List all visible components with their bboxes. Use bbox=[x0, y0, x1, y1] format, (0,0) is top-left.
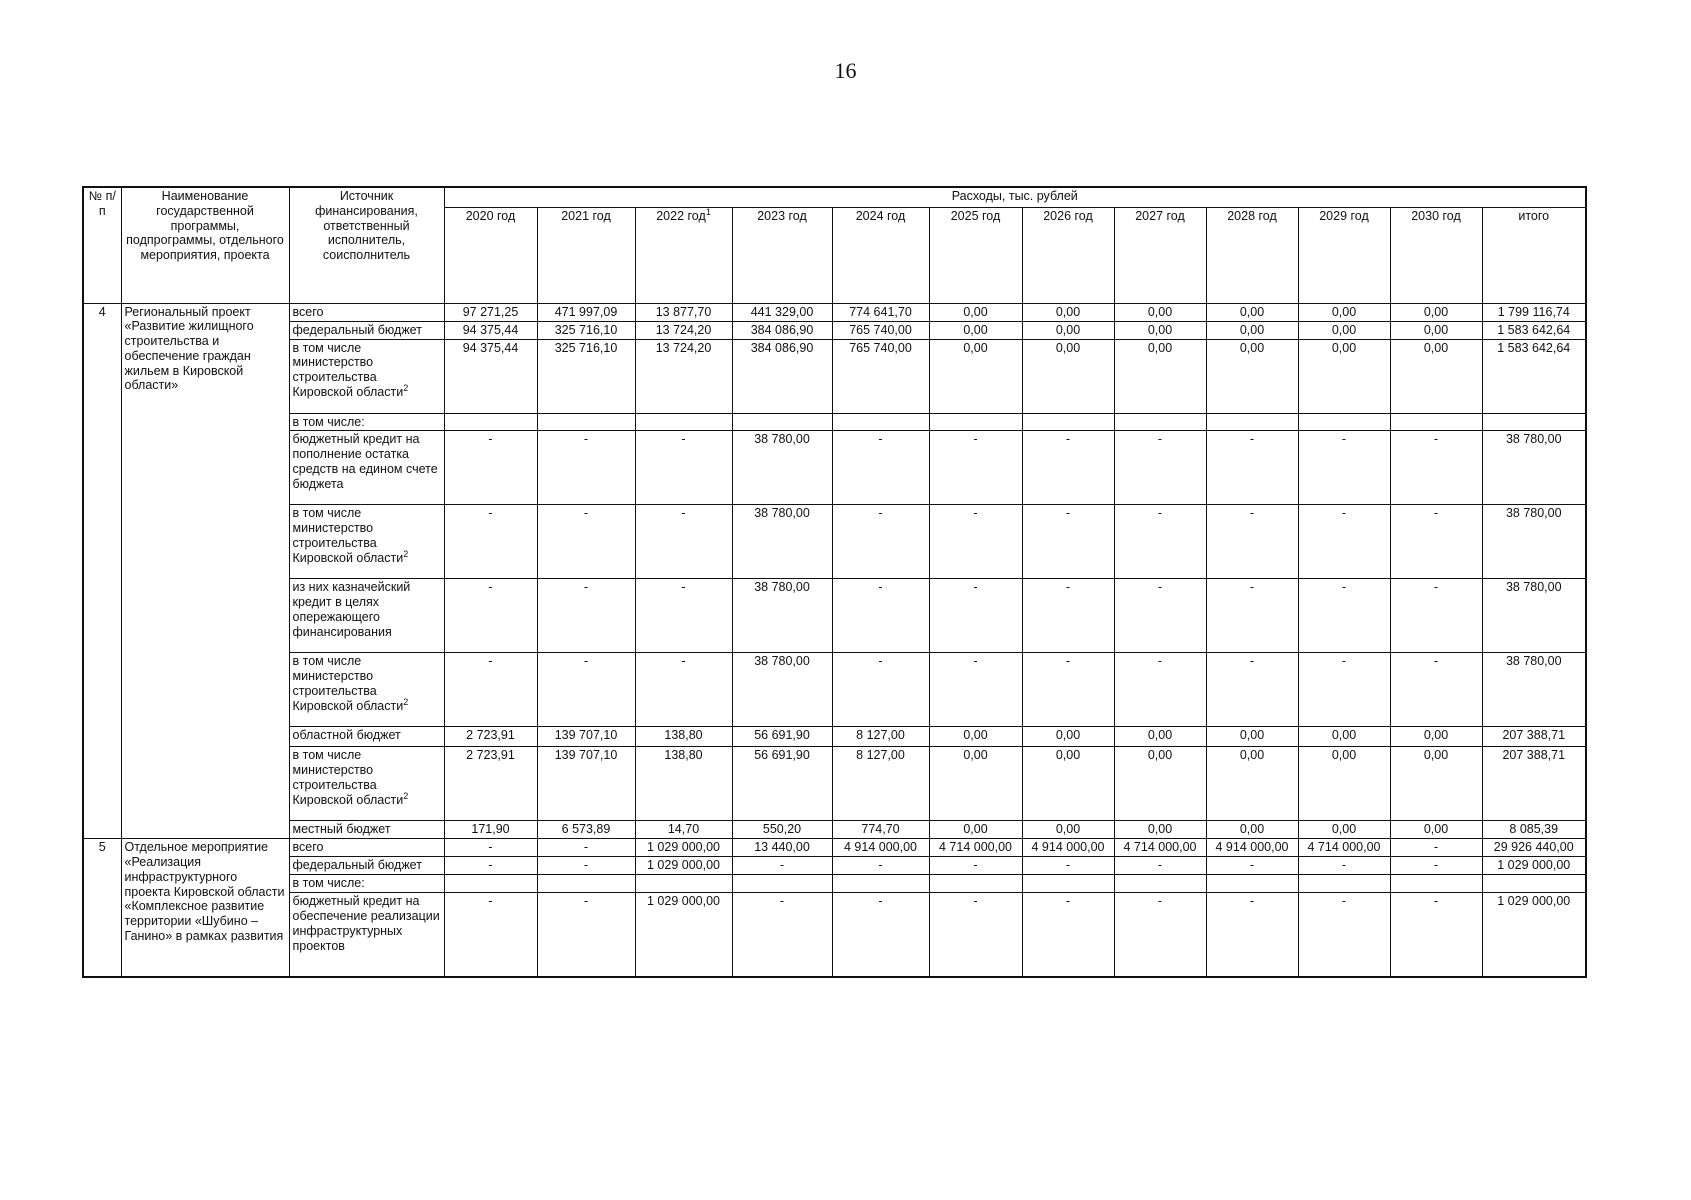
table-row bbox=[83, 747, 1586, 821]
table-row bbox=[83, 821, 1586, 839]
table-row bbox=[83, 303, 1586, 321]
amount-cell: - bbox=[1390, 893, 1482, 977]
project-number: 4 bbox=[83, 303, 121, 839]
amount-cell: 1 029 000,00 bbox=[635, 857, 732, 875]
amount-cell: - bbox=[444, 857, 537, 875]
total-cell: 29 926 440,00 bbox=[1482, 839, 1586, 857]
amount-cell: - bbox=[1390, 505, 1482, 579]
amount-cell: - bbox=[444, 579, 537, 653]
amount-cell: - bbox=[1114, 857, 1206, 875]
amount-cell: 0,00 bbox=[1298, 821, 1390, 839]
amount-cell: 94 375,44 bbox=[444, 339, 537, 413]
table-row bbox=[83, 875, 1586, 893]
amount-cell: 0,00 bbox=[1390, 303, 1482, 321]
funding-source: в том числе министерство строительства Кировской области$^2$ bbox=[289, 339, 444, 413]
amount-cell: - bbox=[635, 653, 732, 727]
funding-source: в том числе: bbox=[289, 875, 444, 893]
total-cell: 38 780,00 bbox=[1482, 653, 1586, 727]
amount-cell: 0,00 bbox=[1022, 747, 1114, 821]
amount-cell: - bbox=[1114, 653, 1206, 727]
funding-source: местный бюджет bbox=[289, 821, 444, 839]
amount-cell: 8 127,00 bbox=[832, 747, 929, 821]
amount-cell: - bbox=[732, 857, 832, 875]
amount-cell: 0,00 bbox=[1114, 821, 1206, 839]
amount-cell: 0,00 bbox=[929, 821, 1022, 839]
amount-cell: 97 271,25 bbox=[444, 303, 537, 321]
amount-cell: 13 724,20 bbox=[635, 321, 732, 339]
amount-cell: - bbox=[1022, 505, 1114, 579]
amount-cell: 0,00 bbox=[1206, 821, 1298, 839]
total-cell bbox=[1482, 875, 1586, 893]
amount-cell: - bbox=[1390, 839, 1482, 857]
amount-cell: - bbox=[1390, 653, 1482, 727]
amount-cell: - bbox=[537, 505, 635, 579]
amount-cell: - bbox=[1390, 857, 1482, 875]
header-year: 2024 год bbox=[832, 207, 929, 303]
amount-cell: 325 716,10 bbox=[537, 321, 635, 339]
amount-cell: 0,00 bbox=[1114, 303, 1206, 321]
amount-cell: 38 780,00 bbox=[732, 579, 832, 653]
amount-cell bbox=[537, 875, 635, 893]
amount-cell: - bbox=[1114, 505, 1206, 579]
header-year: 2023 год bbox=[732, 207, 832, 303]
funding-source: федеральный бюджет bbox=[289, 321, 444, 339]
amount-cell: - bbox=[444, 893, 537, 977]
amount-cell: 0,00 bbox=[1390, 339, 1482, 413]
amount-cell: 0,00 bbox=[1206, 747, 1298, 821]
amount-cell: - bbox=[1022, 431, 1114, 505]
amount-cell: - bbox=[832, 579, 929, 653]
table-row bbox=[83, 727, 1586, 747]
amount-cell: 0,00 bbox=[1022, 339, 1114, 413]
amount-cell bbox=[929, 413, 1022, 431]
amount-cell: 13 724,20 bbox=[635, 339, 732, 413]
total-cell: 207 388,71 bbox=[1482, 727, 1586, 747]
amount-cell: - bbox=[1206, 653, 1298, 727]
amount-cell: - bbox=[635, 579, 732, 653]
amount-cell: 14,70 bbox=[635, 821, 732, 839]
amount-cell: 0,00 bbox=[1114, 321, 1206, 339]
amount-cell: - bbox=[537, 579, 635, 653]
amount-cell: 0,00 bbox=[1022, 821, 1114, 839]
amount-cell: - bbox=[1390, 579, 1482, 653]
amount-cell: 0,00 bbox=[1298, 747, 1390, 821]
amount-cell: - bbox=[1206, 579, 1298, 653]
funding-source: областной бюджет bbox=[289, 727, 444, 747]
amount-cell: 0,00 bbox=[1022, 727, 1114, 747]
amount-cell: - bbox=[1114, 579, 1206, 653]
amount-cell: - bbox=[444, 839, 537, 857]
amount-cell bbox=[732, 413, 832, 431]
table-row bbox=[83, 893, 1586, 977]
amount-cell: 6 573,89 bbox=[537, 821, 635, 839]
amount-cell: - bbox=[635, 505, 732, 579]
amount-cell: 441 329,00 bbox=[732, 303, 832, 321]
amount-cell: - bbox=[929, 857, 1022, 875]
amount-cell bbox=[732, 875, 832, 893]
amount-cell: 0,00 bbox=[1390, 821, 1482, 839]
amount-cell: - bbox=[1206, 505, 1298, 579]
amount-cell: - bbox=[635, 431, 732, 505]
amount-cell: - bbox=[537, 653, 635, 727]
amount-cell: - bbox=[1114, 893, 1206, 977]
project-name: Региональный проект «Развитие жилищного строительства и обеспечение граждан жильем в Кировской области» bbox=[121, 303, 289, 839]
amount-cell: 0,00 bbox=[1114, 747, 1206, 821]
amount-cell: - bbox=[832, 431, 929, 505]
header-year: 2021 год bbox=[537, 207, 635, 303]
total-cell: 38 780,00 bbox=[1482, 431, 1586, 505]
amount-cell: 13 440,00 bbox=[732, 839, 832, 857]
funding-source: из них казначейский кредит в целях опережающего финансирования bbox=[289, 579, 444, 653]
amount-cell: 0,00 bbox=[929, 339, 1022, 413]
amount-cell bbox=[929, 875, 1022, 893]
amount-cell: 0,00 bbox=[1298, 727, 1390, 747]
amount-cell: - bbox=[537, 857, 635, 875]
amount-cell: 384 086,90 bbox=[732, 339, 832, 413]
amount-cell bbox=[1114, 875, 1206, 893]
funding-source: в том числе: bbox=[289, 413, 444, 431]
header-no: № п/п bbox=[83, 187, 121, 303]
amount-cell: - bbox=[1114, 431, 1206, 505]
funding-source: всего bbox=[289, 839, 444, 857]
amount-cell: 8 127,00 bbox=[832, 727, 929, 747]
amount-cell: - bbox=[832, 505, 929, 579]
header-year: 2025 год bbox=[929, 207, 1022, 303]
total-cell: 38 780,00 bbox=[1482, 579, 1586, 653]
funding-source: бюджетный кредит на обеспечение реализации инфраструктурных проектов bbox=[289, 893, 444, 977]
amount-cell: 0,00 bbox=[1022, 303, 1114, 321]
project-number: 5 bbox=[83, 839, 121, 977]
amount-cell: - bbox=[929, 653, 1022, 727]
amount-cell bbox=[1298, 413, 1390, 431]
amount-cell: 765 740,00 bbox=[832, 339, 929, 413]
header-year: 2030 год bbox=[1390, 207, 1482, 303]
header-year: 2029 год bbox=[1298, 207, 1390, 303]
total-cell: 38 780,00 bbox=[1482, 505, 1586, 579]
funding-source: всего bbox=[289, 303, 444, 321]
amount-cell: - bbox=[1298, 579, 1390, 653]
table-row bbox=[83, 339, 1586, 413]
amount-cell: 139 707,10 bbox=[537, 747, 635, 821]
amount-cell bbox=[444, 413, 537, 431]
table-row bbox=[83, 653, 1586, 727]
amount-cell: 2 723,91 bbox=[444, 727, 537, 747]
amount-cell bbox=[444, 875, 537, 893]
total-cell bbox=[1482, 413, 1586, 431]
amount-cell: - bbox=[1206, 893, 1298, 977]
amount-cell: - bbox=[1022, 653, 1114, 727]
amount-cell: - bbox=[929, 431, 1022, 505]
total-cell: 1 583 642,64 bbox=[1482, 321, 1586, 339]
amount-cell: 0,00 bbox=[1298, 339, 1390, 413]
amount-cell: - bbox=[444, 505, 537, 579]
table-header bbox=[83, 187, 1586, 303]
amount-cell: 0,00 bbox=[1114, 727, 1206, 747]
amount-cell: 774,70 bbox=[832, 821, 929, 839]
header-year: 2020 год bbox=[444, 207, 537, 303]
amount-cell bbox=[832, 413, 929, 431]
amount-cell: 38 780,00 bbox=[732, 505, 832, 579]
table-row bbox=[83, 839, 1586, 857]
amount-cell: - bbox=[537, 839, 635, 857]
amount-cell: 0,00 bbox=[1298, 321, 1390, 339]
amount-cell: 384 086,90 bbox=[732, 321, 832, 339]
total-cell: 1 583 642,64 bbox=[1482, 339, 1586, 413]
amount-cell: - bbox=[1022, 893, 1114, 977]
total-cell: 1 029 000,00 bbox=[1482, 893, 1586, 977]
amount-cell: - bbox=[732, 893, 832, 977]
amount-cell: 4 714 000,00 bbox=[1114, 839, 1206, 857]
amount-cell: 0,00 bbox=[1206, 321, 1298, 339]
amount-cell: - bbox=[929, 505, 1022, 579]
amount-cell bbox=[1022, 875, 1114, 893]
budget-table bbox=[82, 186, 1587, 978]
amount-cell bbox=[1206, 875, 1298, 893]
amount-cell bbox=[635, 413, 732, 431]
project-name: Отдельное мероприятие «Реализация инфраструктурного проекта Кировской области «Комплексное развитие территории «Шубино – Ганино» в рамках развития bbox=[121, 839, 289, 977]
amount-cell: - bbox=[832, 893, 929, 977]
amount-cell: 4 914 000,00 bbox=[1022, 839, 1114, 857]
amount-cell: - bbox=[929, 893, 1022, 977]
amount-cell: 550,20 bbox=[732, 821, 832, 839]
page-number: 16 bbox=[834, 58, 857, 83]
amount-cell: - bbox=[1298, 653, 1390, 727]
amount-cell: 0,00 bbox=[929, 303, 1022, 321]
amount-cell: - bbox=[1298, 857, 1390, 875]
amount-cell: 325 716,10 bbox=[537, 339, 635, 413]
funding-source: в том числе министерство строительства Кировской области$^2$ bbox=[289, 653, 444, 727]
amount-cell bbox=[1114, 413, 1206, 431]
funding-source: в том числе министерство строительства Кировской области$^2$ bbox=[289, 747, 444, 821]
amount-cell: - bbox=[1298, 505, 1390, 579]
amount-cell: - bbox=[1206, 857, 1298, 875]
amount-cell: 138,80 bbox=[635, 727, 732, 747]
funding-source: в том числе министерство строительства Кировской области$^2$ bbox=[289, 505, 444, 579]
table-row bbox=[83, 505, 1586, 579]
amount-cell: 94 375,44 bbox=[444, 321, 537, 339]
header-source: Источник финансирования, ответственный исполнитель, соисполнитель bbox=[289, 187, 444, 303]
amount-cell: - bbox=[1298, 431, 1390, 505]
amount-cell: 0,00 bbox=[1298, 303, 1390, 321]
amount-cell bbox=[1206, 413, 1298, 431]
amount-cell: - bbox=[1298, 893, 1390, 977]
total-cell: 1 029 000,00 bbox=[1482, 857, 1586, 875]
amount-cell bbox=[832, 875, 929, 893]
amount-cell: 0,00 bbox=[1206, 727, 1298, 747]
amount-cell bbox=[1022, 413, 1114, 431]
amount-cell: 0,00 bbox=[929, 727, 1022, 747]
amount-cell: 0,00 bbox=[1206, 303, 1298, 321]
amount-cell: - bbox=[1022, 579, 1114, 653]
amount-cell: 0,00 bbox=[1022, 321, 1114, 339]
total-cell: 1 799 116,74 bbox=[1482, 303, 1586, 321]
amount-cell: 471 997,09 bbox=[537, 303, 635, 321]
header-year: 2027 год bbox=[1114, 207, 1206, 303]
amount-cell: - bbox=[832, 857, 929, 875]
amount-cell: 765 740,00 bbox=[832, 321, 929, 339]
amount-cell: 0,00 bbox=[1114, 339, 1206, 413]
amount-cell: 38 780,00 bbox=[732, 653, 832, 727]
amount-cell: 2 723,91 bbox=[444, 747, 537, 821]
amount-cell: - bbox=[444, 653, 537, 727]
table-row bbox=[83, 431, 1586, 505]
amount-cell: 0,00 bbox=[1390, 321, 1482, 339]
table-row bbox=[83, 321, 1586, 339]
amount-cell bbox=[1390, 875, 1482, 893]
amount-cell bbox=[635, 875, 732, 893]
amount-cell: - bbox=[1206, 431, 1298, 505]
amount-cell: 4 914 000,00 bbox=[832, 839, 929, 857]
amount-cell: 0,00 bbox=[929, 321, 1022, 339]
amount-cell: 1 029 000,00 bbox=[635, 839, 732, 857]
table-row bbox=[83, 857, 1586, 875]
total-cell: 207 388,71 bbox=[1482, 747, 1586, 821]
amount-cell: 138,80 bbox=[635, 747, 732, 821]
amount-cell bbox=[1298, 875, 1390, 893]
header-expenses: Расходы, тыс. рублей bbox=[444, 187, 1586, 207]
header-year: 2022 год$^1$ bbox=[635, 207, 732, 303]
header-year: 2026 год bbox=[1022, 207, 1114, 303]
amount-cell: 1 029 000,00 bbox=[635, 893, 732, 977]
amount-cell bbox=[537, 413, 635, 431]
amount-cell: 4 914 000,00 bbox=[1206, 839, 1298, 857]
amount-cell: 171,90 bbox=[444, 821, 537, 839]
funding-source: федеральный бюджет bbox=[289, 857, 444, 875]
total-cell: 8 085,39 bbox=[1482, 821, 1586, 839]
amount-cell: - bbox=[832, 653, 929, 727]
table-row bbox=[83, 579, 1586, 653]
amount-cell: 13 877,70 bbox=[635, 303, 732, 321]
table-body bbox=[83, 303, 1586, 977]
amount-cell: 4 714 000,00 bbox=[1298, 839, 1390, 857]
amount-cell: 0,00 bbox=[1390, 747, 1482, 821]
funding-source: бюджетный кредит на пополнение остатка средств на едином счете бюджета bbox=[289, 431, 444, 505]
amount-cell: 774 641,70 bbox=[832, 303, 929, 321]
amount-cell: - bbox=[929, 579, 1022, 653]
amount-cell: - bbox=[537, 431, 635, 505]
table-row bbox=[83, 413, 1586, 431]
amount-cell: - bbox=[1390, 431, 1482, 505]
amount-cell: 139 707,10 bbox=[537, 727, 635, 747]
amount-cell: 0,00 bbox=[1206, 339, 1298, 413]
amount-cell bbox=[1390, 413, 1482, 431]
amount-cell: - bbox=[537, 893, 635, 977]
amount-cell: 56 691,90 bbox=[732, 747, 832, 821]
amount-cell: 4 714 000,00 bbox=[929, 839, 1022, 857]
header-year-total: итого bbox=[1482, 207, 1586, 303]
amount-cell: 0,00 bbox=[929, 747, 1022, 821]
amount-cell: - bbox=[1022, 857, 1114, 875]
header-name: Наименование государственной программы, подпрограммы, отдельного мероприятия, проекта bbox=[121, 187, 289, 303]
amount-cell: 56 691,90 bbox=[732, 727, 832, 747]
header-year: 2028 год bbox=[1206, 207, 1298, 303]
amount-cell: - bbox=[444, 431, 537, 505]
amount-cell: 38 780,00 bbox=[732, 431, 832, 505]
amount-cell: 0,00 bbox=[1390, 727, 1482, 747]
